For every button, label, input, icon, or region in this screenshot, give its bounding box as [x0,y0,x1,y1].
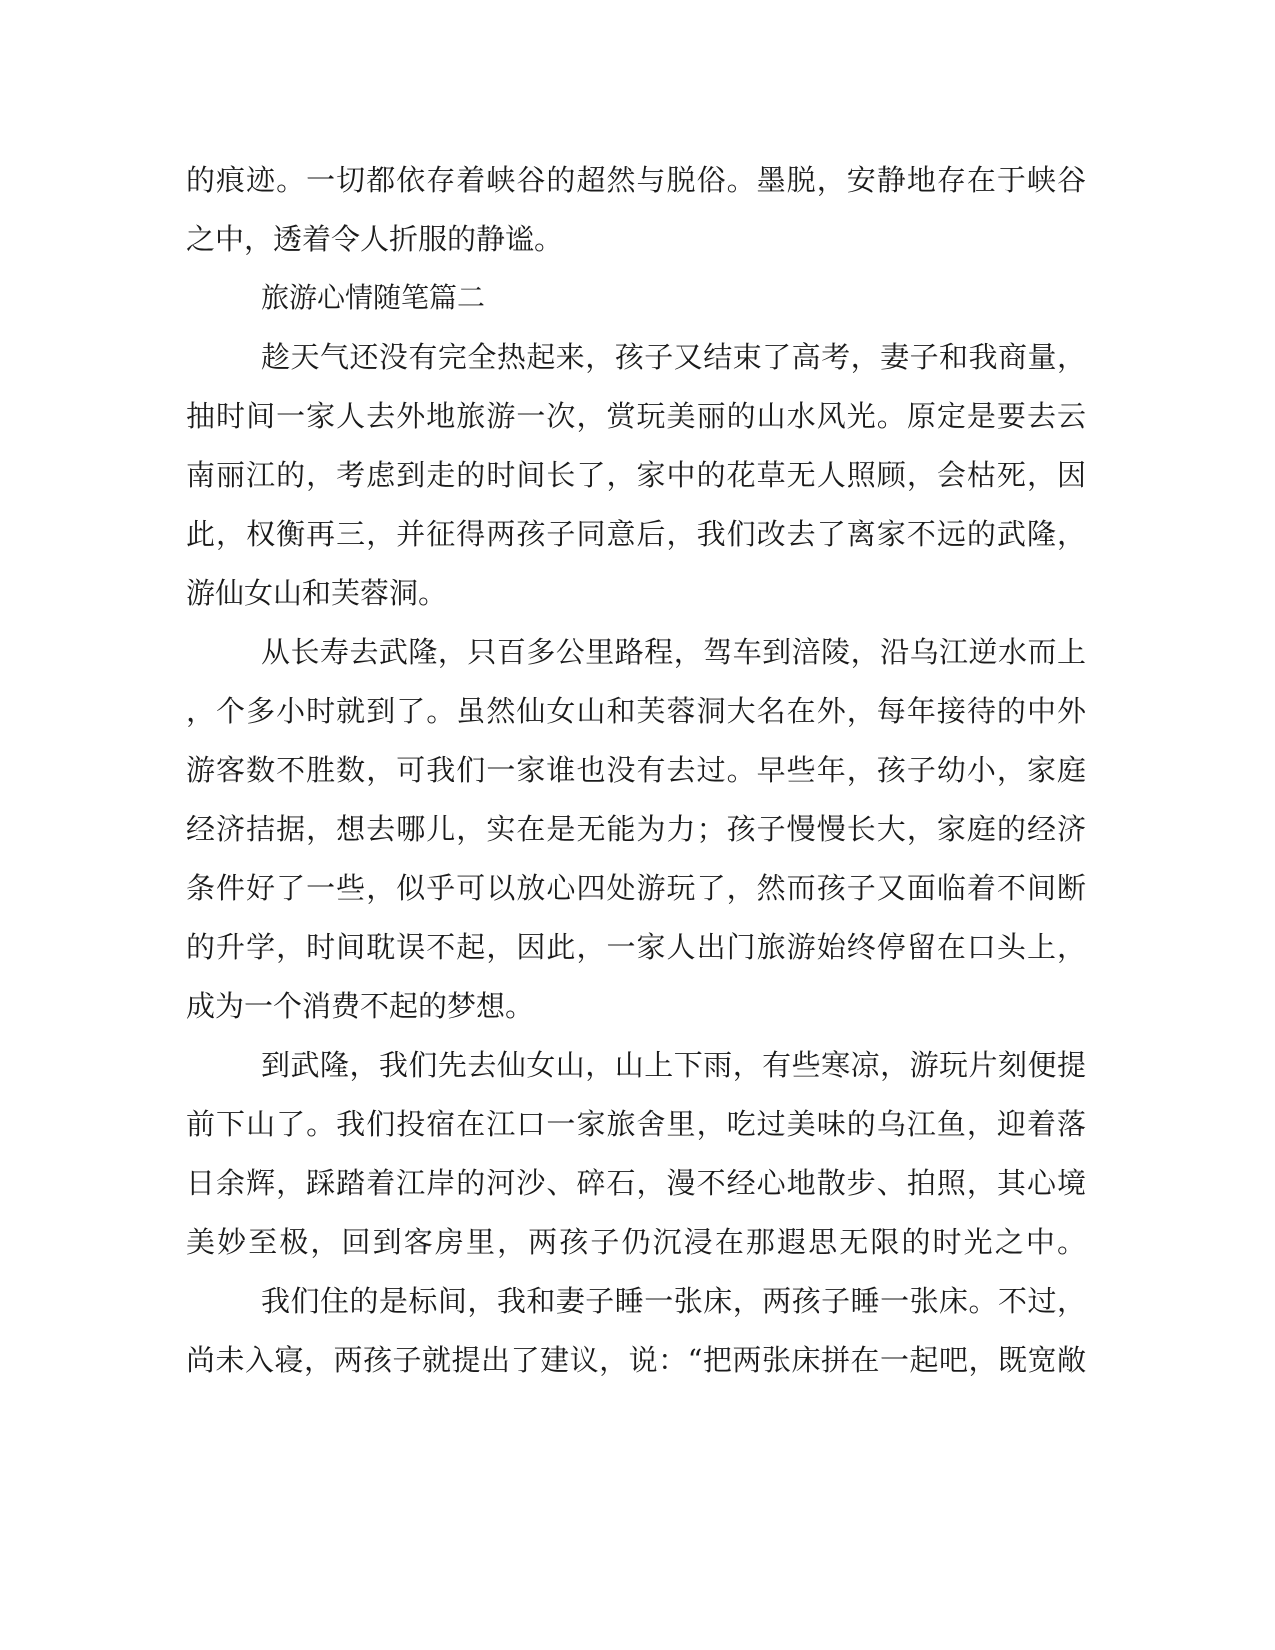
section-heading: 旅游心情随笔篇二 [261,281,486,314]
text-line-1: 的痕迹。一切都依存着峡谷的超然与脱俗。墨脱，安静地存在于峡谷 [186,163,1086,197]
text-line-9: 从长寿去武隆，只百多公里路程，驾车到涪陵，沿乌江逆水而上 [261,635,1086,669]
text-line-11: 游客数不胜数，可我们一家谁也没有去过。早些年，孩子幼小，家庭 [186,753,1086,787]
text-line-4: 趁天气还没有完全热起来，孩子又结束了高考，妻子和我商量， [261,340,1086,374]
text-line-17: 前下山了。我们投宿在江口一家旅舍里，吃过美味的乌江鱼，迎着落 [186,1107,1086,1141]
text-line-13: 条件好了一些，似乎可以放心四处游玩了，然而孩子又面临着不间断 [186,871,1086,905]
text-line-15: 成为一个消费不起的梦想。 [186,989,535,1023]
text-line-20: 我们住的是标间，我和妻子睡一张床，两孩子睡一张床。不过， [261,1284,1086,1318]
text-line-14: 的升学，时间耽误不起，因此，一家人出门旅游始终停留在口头上， [186,930,1086,964]
text-line-12: 经济拮据，想去哪儿，实在是无能为力；孩子慢慢长大，家庭的经济 [186,812,1086,846]
text-line-19: 美妙至极，回到客房里，两孩子仍沉浸在那遐思无限的时光之中。 [186,1225,1086,1259]
text-line-5: 抽时间一家人去外地旅游一次，赏玩美丽的山水风光。原定是要去云 [186,399,1086,433]
text-line-21: 尚未入寝，两孩子就提出了建议，说：“把两张床拼在一起吧，既宽敞 [186,1343,1086,1377]
text-line-7: 此，权衡再三，并征得两孩子同意后，我们改去了离家不远的武隆， [186,517,1086,551]
text-line-8: 游仙女山和芙蓉洞。 [186,576,448,610]
text-line-10: ，个多小时就到了。虽然仙女山和芙蓉洞大名在外，每年接待的中外 [186,694,1086,728]
text-line-6: 南丽江的，考虑到走的时间长了，家中的花草无人照顾，会枯死，因 [186,458,1086,492]
text-line-16: 到武隆，我们先去仙女山，山上下雨，有些寒凉，游玩片刻便提 [261,1048,1086,1082]
text-line-2: 之中，透着令人折服的静谧。 [186,222,564,256]
text-line-18: 日余辉，踩踏着江岸的河沙、碎石，漫不经心地散步、拍照，其心境 [186,1166,1086,1200]
